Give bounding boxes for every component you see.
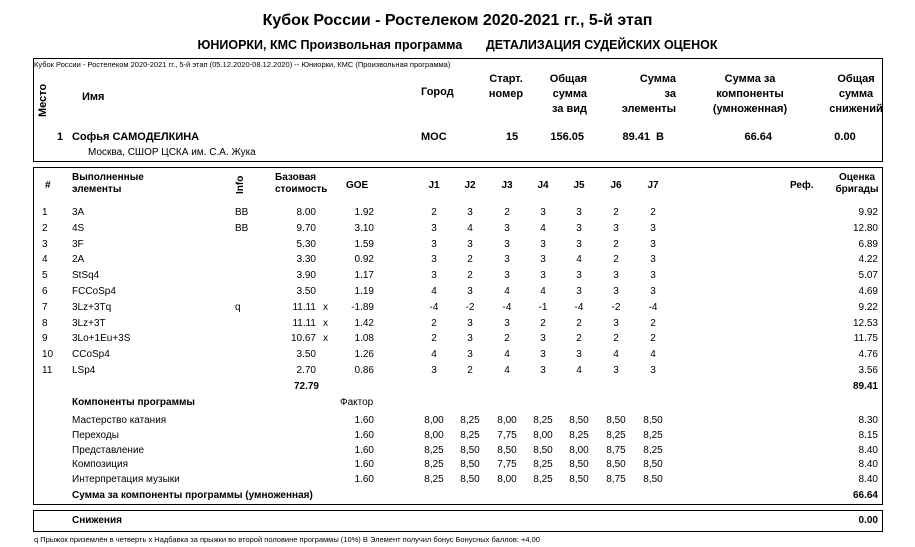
judge-header: J7: [647, 180, 659, 191]
component-judge-score: 8,50: [569, 459, 589, 471]
element-judge-score: -4: [429, 301, 439, 313]
element-judge-score: 3: [431, 270, 437, 282]
element-judge-score: 3: [613, 222, 619, 234]
component-judge-score: 8,25: [643, 429, 663, 441]
element-panel-score: 4.22: [858, 254, 878, 266]
element-panel-score: 3.56: [858, 365, 878, 376]
score-header-line1: Оценка: [838, 172, 876, 183]
component-judge-score: 8,25: [643, 444, 663, 456]
element-name: 3F: [72, 238, 84, 250]
skater-city: МОС: [421, 131, 447, 143]
element-panel-score: 11.75: [853, 333, 878, 345]
element-judge-score: 4: [504, 349, 510, 361]
component-judge-score: 8,25: [533, 415, 553, 426]
element-num: 4: [42, 254, 48, 266]
component-judge-score: 8,75: [606, 444, 626, 456]
page-title: Кубок России - Ростелеком 2020-2021 гг., 5-й этап: [262, 12, 653, 29]
start-number-header: [476, 72, 536, 102]
component-panel-score: 8.30: [858, 415, 878, 426]
element-judge-score: -1: [538, 301, 548, 313]
element-name: FCCoSp4: [72, 286, 116, 297]
elements-col-header: [72, 172, 144, 196]
element-judge-score: 4: [613, 349, 619, 361]
components-header-line2: компоненты: [716, 88, 784, 100]
element-judge-score: 2: [431, 333, 437, 345]
element-panel-score: 5.07: [858, 270, 878, 282]
element-judge-score: 3: [650, 238, 656, 250]
element-judge-score: 3: [540, 270, 546, 282]
deductions-total: 0.00: [858, 515, 878, 526]
element-judge-score: 3: [540, 365, 546, 376]
element-goe: 1.92: [354, 207, 374, 218]
element-base-value: 2.70: [296, 365, 316, 376]
element-judge-score: 4: [467, 222, 473, 234]
element-goe: 0.86: [354, 365, 374, 376]
element-judge-score: 3: [467, 317, 473, 329]
component-judge-score: 8,25: [606, 429, 626, 441]
element-num: 11: [42, 365, 53, 376]
total-header: [530, 72, 587, 117]
element-judge-score: 2: [467, 270, 473, 282]
element-judge-score: 3: [650, 365, 656, 376]
event-line: Кубок России - Ростелеком 2020-2021 гг., 5-й этап (05.12.2020-08.12.2020) -- Юниорки, КМС (Произвольная программа): [34, 60, 451, 69]
element-judge-score: 4: [504, 286, 510, 297]
element-num: 6: [42, 286, 48, 297]
element-name: 3A: [72, 207, 85, 218]
component-judge-score: 8,25: [533, 474, 553, 486]
name-header: Имя: [82, 91, 105, 103]
start-header-line1: Старт.: [489, 73, 523, 85]
element-judge-score: 3: [576, 286, 582, 297]
element-goe: 1.59: [354, 238, 374, 250]
component-factor: 1.60: [354, 415, 374, 426]
component-judge-score: 8,25: [569, 429, 589, 441]
element-judge-score: 4: [576, 365, 582, 376]
elements-total: 89.41: [852, 381, 878, 392]
component-name: Представление: [72, 444, 145, 456]
component-judge-score: 8,50: [569, 474, 589, 486]
element-judge-score: -2: [465, 301, 475, 313]
element-info: q: [235, 301, 241, 313]
judge-header: J6: [610, 180, 622, 191]
element-panel-score: 4.69: [858, 286, 878, 297]
components-label: Компоненты программы: [72, 397, 195, 408]
component-judge-score: 8,50: [497, 444, 517, 456]
place-header: Место: [37, 83, 49, 117]
skater-components-score: 66.64: [744, 131, 772, 143]
element-judge-score: 3: [613, 365, 619, 376]
element-panel-score: 12.53: [852, 317, 878, 329]
component-judge-score: 8,50: [606, 415, 626, 426]
component-judge-score: 8,50: [643, 474, 663, 486]
element-num: 1: [42, 207, 48, 218]
element-goe: 0.92: [354, 254, 374, 266]
component-judge-score: 8,50: [569, 415, 589, 426]
element-judge-score: 2: [650, 207, 656, 218]
element-judge-score: 4: [650, 349, 656, 361]
total-header-line1: Общая: [549, 73, 587, 85]
element-judge-score: 4: [431, 349, 437, 361]
component-judge-score: 8,50: [460, 474, 480, 486]
skater-club: Москва, СШОР ЦСКА им. С.А. Жука: [88, 147, 256, 158]
element-judge-score: 3: [540, 349, 546, 361]
element-judge-score: 3: [576, 238, 582, 250]
component-judge-score: 8,00: [497, 474, 517, 486]
element-goe: 1.42: [354, 317, 374, 329]
element-judge-score: 2: [467, 365, 473, 376]
element-judge-score: 2: [613, 333, 619, 345]
element-judge-score: 4: [540, 286, 546, 297]
element-panel-score: 9.22: [858, 301, 878, 313]
element-judge-score: 3: [613, 317, 619, 329]
element-name: LSp4: [72, 365, 96, 376]
total-header-line3: за вид: [551, 103, 587, 115]
element-base-value: 3.50: [296, 286, 316, 297]
judge-header: J2: [464, 180, 476, 191]
element-judge-score: 3: [467, 286, 473, 297]
element-judge-score: -4: [574, 301, 584, 313]
elements-col-header-line1: Выполненные: [72, 172, 144, 183]
element-name: 4S: [72, 222, 85, 234]
component-name: Композиция: [72, 459, 129, 471]
component-factor: 1.60: [354, 459, 374, 471]
element-judge-score: 3: [431, 238, 437, 250]
element-name: StSq4: [72, 270, 100, 282]
component-panel-score: 8.15: [858, 429, 878, 441]
component-judge-score: 8,50: [606, 459, 626, 471]
element-judge-score: 3: [504, 317, 510, 329]
element-goe: 1.19: [354, 286, 374, 297]
base-value-total: 72.79: [293, 381, 319, 392]
element-judge-score: 3: [613, 286, 619, 297]
component-judge-score: 8,50: [460, 459, 480, 471]
score-header-line2: бригады: [835, 184, 879, 195]
element-judge-score: 2: [540, 317, 546, 329]
element-judge-score: 3: [431, 222, 437, 234]
element-judge-score: 2: [613, 207, 619, 218]
component-judge-score: 8,25: [460, 415, 480, 426]
element-judge-score: 3: [467, 349, 473, 361]
element-judge-score: 3: [540, 238, 546, 250]
element-judge-score: 2: [576, 333, 582, 345]
component-judge-score: 8,25: [424, 444, 444, 456]
element-judge-score: 2: [650, 317, 656, 329]
element-judge-score: 4: [576, 254, 582, 266]
deductions-box: [33, 510, 883, 532]
element-judge-score: 4: [504, 365, 510, 376]
element-judge-score: 3: [504, 222, 510, 234]
element-judge-score: 2: [431, 317, 437, 329]
element-judge-score: 2: [613, 238, 619, 250]
skater-name: Софья САМОДЕЛКИНА: [72, 131, 200, 143]
elements-header-line2: за: [664, 88, 676, 100]
component-judge-score: 7,75: [497, 429, 517, 441]
component-judge-score: 8,50: [643, 459, 663, 471]
element-second-half-mark: x: [323, 317, 328, 329]
element-panel-score: 6.89: [858, 238, 878, 250]
element-name: 3Lo+1Eu+3S: [72, 333, 131, 345]
judge-header: J3: [501, 180, 513, 191]
element-base-value: 9.70: [296, 222, 316, 234]
element-judge-score: 3: [431, 365, 437, 376]
element-base-value: 5.30: [296, 238, 316, 250]
skater-total: 156.05: [550, 131, 584, 143]
component-panel-score: 8.40: [858, 474, 878, 486]
skater-place: 1: [57, 131, 64, 143]
base-value-header: [275, 172, 327, 196]
component-factor: 1.60: [354, 444, 374, 456]
component-judge-score: 8,25: [424, 474, 444, 486]
component-judge-score: 8,00: [424, 429, 444, 441]
component-judge-score: 8,00: [533, 429, 553, 441]
goe-header: GOE: [346, 180, 369, 191]
element-base-value: 11.11: [292, 317, 316, 329]
element-base-value: 3.90: [296, 270, 316, 282]
skater-elements-flag: B: [656, 131, 664, 143]
element-num: 7: [42, 301, 48, 313]
element-judge-score: 4: [540, 222, 546, 234]
component-judge-score: 8,50: [643, 415, 663, 426]
deductions-header-line1: Общая: [837, 73, 875, 85]
element-judge-score: 3: [540, 207, 546, 218]
element-goe: -1.89: [351, 301, 374, 313]
element-judge-score: 3: [467, 238, 473, 250]
deductions-header: [818, 72, 894, 117]
element-judge-score: 3: [504, 238, 510, 250]
components-header-line3: (умноженная): [712, 103, 788, 115]
total-header-line2: сумма: [552, 88, 587, 100]
element-judge-score: 4: [431, 286, 437, 297]
element-num: 3: [42, 238, 48, 250]
skater-start-number: 15: [505, 131, 519, 143]
base-header-line2: стоимость: [275, 184, 328, 195]
element-panel-score: 12.80: [852, 222, 878, 234]
num-header: #: [45, 180, 51, 191]
element-base-value: 11.11: [292, 301, 316, 313]
element-judge-score: -4: [648, 301, 658, 313]
base-header-line1: Базовая: [275, 172, 317, 183]
element-judge-score: 3: [650, 270, 656, 282]
element-judge-score: 3: [540, 333, 546, 345]
component-judge-score: 8,50: [460, 444, 480, 456]
skater-elements-score: 89.41: [622, 131, 650, 143]
elements-header-line1: Сумма: [639, 73, 676, 85]
element-name: 3Lz+3T: [72, 317, 106, 329]
footnote: q Прыжок приземлён в четверть x Надбавка за прыжки во второй половине программы (10%) B Элемент получил бонус Бонусных баллов: +4,00: [34, 535, 540, 544]
component-judge-score: 8,50: [533, 444, 553, 456]
element-judge-score: 2: [613, 254, 619, 266]
element-judge-score: 3: [576, 222, 582, 234]
element-panel-score: 4.76: [858, 349, 878, 361]
component-judge-score: 8,00: [497, 415, 517, 426]
element-base-value: 3.50: [296, 349, 316, 361]
element-base-value: 8.00: [296, 207, 316, 218]
deductions-header-line2: сумма: [838, 88, 874, 100]
elements-sum-header: [600, 72, 676, 117]
element-base-value: 3.30: [296, 254, 316, 266]
deductions-header-line3: снижений: [829, 103, 883, 115]
skater-deductions: 0.00: [834, 131, 856, 143]
element-judge-score: 3: [540, 254, 546, 266]
deductions-label: Снижения: [72, 515, 122, 526]
element-name: 2A: [72, 254, 85, 266]
element-num: 2: [42, 222, 48, 234]
element-info: BB: [235, 207, 249, 218]
element-goe: 1.26: [354, 349, 374, 361]
component-name: Интерпретация музыки: [72, 474, 180, 486]
element-goe: 1.17: [354, 270, 374, 282]
element-num: 9: [42, 333, 48, 345]
page-subtitle: [0, 38, 915, 52]
elements-header-line3: элементы: [621, 103, 676, 115]
info-header: Info: [235, 175, 246, 194]
element-goe: 1.08: [354, 333, 374, 345]
panel-score-header: [832, 172, 882, 196]
element-num: 5: [42, 270, 48, 282]
category-label: ЮНИОРКИ, КМС Произвольная программа: [197, 38, 463, 52]
start-header-line2: номер: [488, 88, 524, 100]
element-num: 8: [42, 317, 48, 329]
component-judge-score: 7,75: [497, 459, 517, 471]
element-name: 3Lz+3Tq: [72, 301, 112, 313]
element-judge-score: 2: [431, 207, 437, 218]
element-judge-score: 3: [613, 270, 619, 282]
element-judge-score: 3: [467, 333, 473, 345]
element-judge-score: 2: [467, 254, 473, 266]
element-judge-score: 3: [650, 286, 656, 297]
component-factor: 1.60: [354, 474, 374, 486]
component-judge-score: 8,25: [460, 429, 480, 441]
component-factor: 1.60: [354, 429, 374, 441]
element-judge-score: 2: [650, 333, 656, 345]
element-second-half-mark: x: [323, 301, 328, 313]
element-judge-score: 3: [467, 207, 473, 218]
judge-header: J5: [573, 180, 585, 191]
component-name: Переходы: [72, 429, 119, 441]
components-total: 66.64: [852, 490, 878, 501]
ref-header: Реф.: [790, 180, 814, 191]
component-panel-score: 8.40: [858, 459, 878, 471]
element-judge-score: 2: [504, 207, 510, 218]
element-judge-score: 3: [576, 349, 582, 361]
judge-header: J1: [428, 180, 440, 191]
element-judge-score: 3: [504, 270, 510, 282]
element-judge-score: -2: [611, 301, 621, 313]
component-judge-score: 8,75: [606, 474, 626, 486]
element-panel-score: 9.92: [858, 207, 878, 218]
factor-label: Фактор: [340, 397, 374, 408]
element-judge-score: 2: [576, 317, 582, 329]
element-num: 10: [42, 349, 54, 361]
component-judge-score: 8,00: [424, 415, 444, 426]
component-panel-score: 8.40: [858, 444, 878, 456]
elements-col-header-line2: элементы: [72, 184, 122, 195]
element-judge-score: 3: [431, 254, 437, 266]
report-label: ДЕТАЛИЗАЦИЯ СУДЕЙСКИХ ОЦЕНОК: [485, 38, 718, 52]
components-header-line1: Сумма за: [724, 73, 776, 85]
element-base-value: 10.67: [290, 333, 316, 345]
components-total-label: Сумма за компоненты программы (умноженная): [72, 490, 313, 501]
city-header: Город: [421, 86, 454, 98]
component-judge-score: 8,25: [533, 459, 553, 471]
element-judge-score: 2: [504, 333, 510, 345]
component-judge-score: 8,25: [424, 459, 444, 471]
component-name: Мастерство катания: [72, 415, 167, 426]
element-judge-score: 3: [576, 207, 582, 218]
components-sum-header: [700, 72, 800, 117]
element-info: BB: [235, 222, 249, 234]
element-goe: 3.10: [354, 222, 374, 234]
element-name: CCoSp4: [72, 349, 110, 361]
component-judge-score: 8,00: [569, 444, 589, 456]
element-judge-score: 3: [650, 222, 656, 234]
element-judge-score: 3: [650, 254, 656, 266]
element-judge-score: 3: [576, 270, 582, 282]
element-judge-score: -4: [502, 301, 512, 313]
judge-header: J4: [537, 180, 549, 191]
element-judge-score: 3: [504, 254, 510, 266]
element-second-half-mark: x: [323, 333, 328, 345]
